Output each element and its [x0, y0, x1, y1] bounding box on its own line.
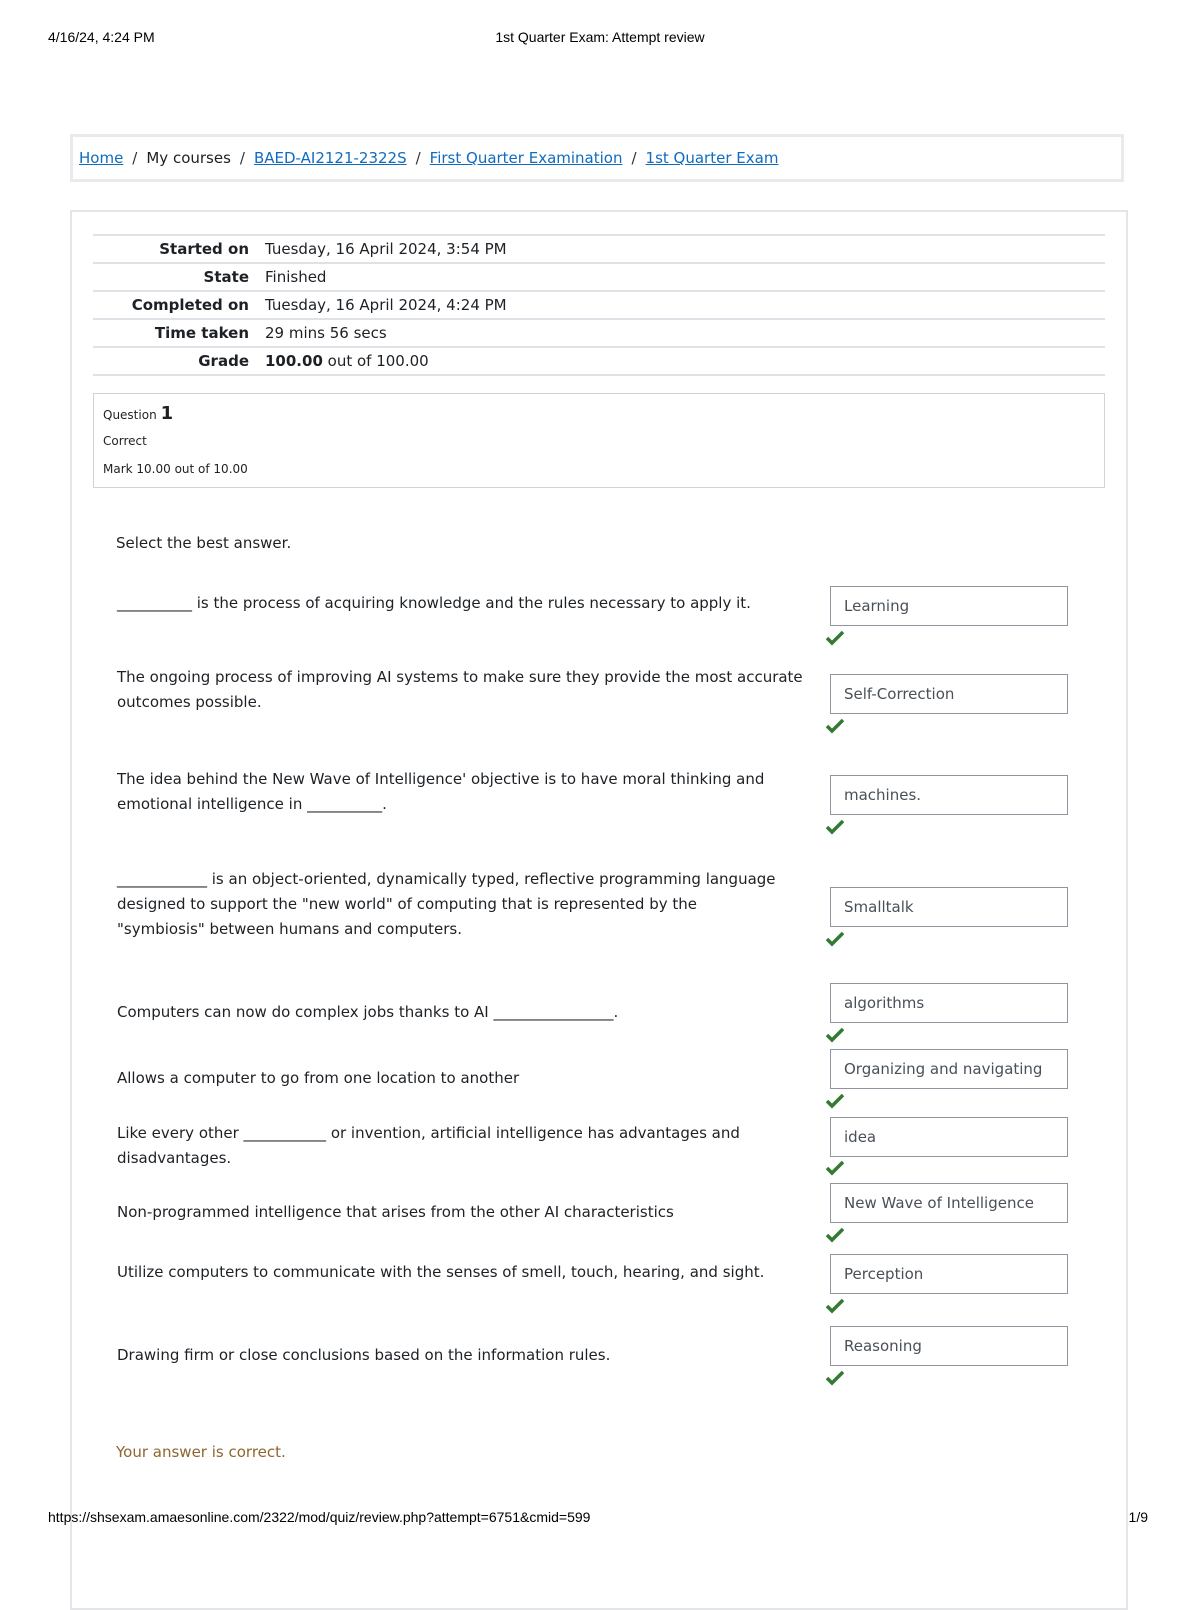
- breadcrumb-separator: /: [239, 149, 245, 167]
- question-number-value: 1: [160, 403, 174, 424]
- answer-select[interactable]: Smalltalk: [830, 887, 1068, 927]
- question-info: [93, 393, 1105, 488]
- breadcrumb-my-courses: My courses: [146, 149, 231, 167]
- breadcrumb-separator: /: [132, 149, 138, 167]
- question-state: Correct: [103, 434, 147, 448]
- question-number: [103, 403, 173, 424]
- summary-value: 29 mins 56 secs: [265, 319, 1105, 347]
- question-item-text: Non-programmed intelligence that arises from the other AI characteristics: [117, 1203, 674, 1221]
- summary-label: Grade: [93, 347, 265, 375]
- summary-value: Tuesday, 16 April 2024, 4:24 PM: [265, 291, 1105, 319]
- breadcrumb-separator: /: [415, 149, 421, 167]
- answer-select[interactable]: Organizing and navigating: [830, 1049, 1068, 1089]
- summary-row-time-taken: [93, 319, 1105, 347]
- print-url: https://shsexam.amaesonline.com/2322/mod/quiz/review.php?attempt=6751&cmid=599: [48, 1509, 591, 1525]
- question-prompt: Select the best answer.: [116, 534, 292, 552]
- breadcrumb-section-link[interactable]: First Quarter Examination: [429, 149, 623, 167]
- check-icon: [826, 630, 844, 646]
- question-item-text: __________ is the process of acquiring knowledge and the rules necessary to apply it.: [117, 594, 751, 612]
- breadcrumb-course-link[interactable]: BAED-AI2121-2322S: [253, 149, 407, 167]
- question-item-text: Like every other ___________ or invention, artificial intelligence has advantages and disadvantages.: [117, 1124, 740, 1167]
- feedback-text: Your answer is correct.: [116, 1443, 286, 1461]
- answer-select[interactable]: Self-Correction: [830, 674, 1068, 714]
- summary-row-completed: [93, 291, 1105, 319]
- question-label: Question: [103, 408, 157, 422]
- question-item-text: Drawing firm or close conclusions based on the information rules.: [117, 1346, 611, 1364]
- print-title: 1st Quarter Exam: Attempt review: [495, 29, 705, 45]
- print-page-number: 1/9: [1128, 1509, 1148, 1525]
- answer-select[interactable]: algorithms: [830, 983, 1068, 1023]
- summary-row-state: [93, 263, 1105, 291]
- summary-row-grade: [93, 347, 1105, 375]
- summary-value: Finished: [265, 263, 1105, 291]
- summary-label: Time taken: [93, 319, 265, 347]
- check-icon: [826, 1093, 844, 1109]
- check-icon: [826, 931, 844, 947]
- breadcrumb-home-link[interactable]: Home: [79, 149, 124, 167]
- check-icon: [826, 718, 844, 734]
- grade-total: out of 100.00: [322, 352, 429, 370]
- print-datetime: 4/16/24, 4:24 PM: [48, 29, 155, 45]
- check-icon: [826, 819, 844, 835]
- question-item-text: The idea behind the New Wave of Intelligence' objective is to have moral thinking and emotional intelligence in __________.: [117, 770, 765, 813]
- question-item-text: Computers can now do complex jobs thanks to AI ________________.: [117, 1003, 619, 1021]
- summary-label: Completed on: [93, 291, 265, 319]
- summary-value: [265, 347, 1105, 375]
- answer-select[interactable]: Reasoning: [830, 1326, 1068, 1366]
- check-icon: [826, 1160, 844, 1176]
- attempt-summary-table: [93, 234, 1105, 376]
- grade-score: 100.00: [265, 352, 323, 370]
- summary-row-started: [93, 235, 1105, 263]
- question-item-text: ____________ is an object-oriented, dynamically typed, reflective programming language designed to support the "new world" of computing that is represented by the "symbiosis" between humans and computers.: [117, 870, 776, 938]
- check-icon: [826, 1298, 844, 1314]
- answer-select[interactable]: machines.: [830, 775, 1068, 815]
- summary-label: State: [93, 263, 265, 291]
- question-item-text: Utilize computers to communicate with the senses of smell, touch, hearing, and sight.: [117, 1263, 765, 1281]
- answer-select[interactable]: New Wave of Intelligence: [830, 1183, 1068, 1223]
- summary-value: Tuesday, 16 April 2024, 3:54 PM: [265, 235, 1105, 263]
- question-mark: Mark 10.00 out of 10.00: [103, 462, 248, 476]
- breadcrumb-quiz-link[interactable]: 1st Quarter Exam: [645, 149, 779, 167]
- answer-select[interactable]: idea: [830, 1117, 1068, 1157]
- answer-select[interactable]: Learning: [830, 586, 1068, 626]
- check-icon: [826, 1227, 844, 1243]
- breadcrumb: [70, 134, 1124, 182]
- answer-select[interactable]: Perception: [830, 1254, 1068, 1294]
- breadcrumb-separator: /: [631, 149, 637, 167]
- check-icon: [826, 1027, 844, 1043]
- question-item-text: The ongoing process of improving AI systems to make sure they provide the most accurate outcomes possible.: [117, 668, 803, 711]
- question-item-text: Allows a computer to go from one location to another: [117, 1069, 520, 1087]
- summary-label: Started on: [93, 235, 265, 263]
- check-icon: [826, 1370, 844, 1386]
